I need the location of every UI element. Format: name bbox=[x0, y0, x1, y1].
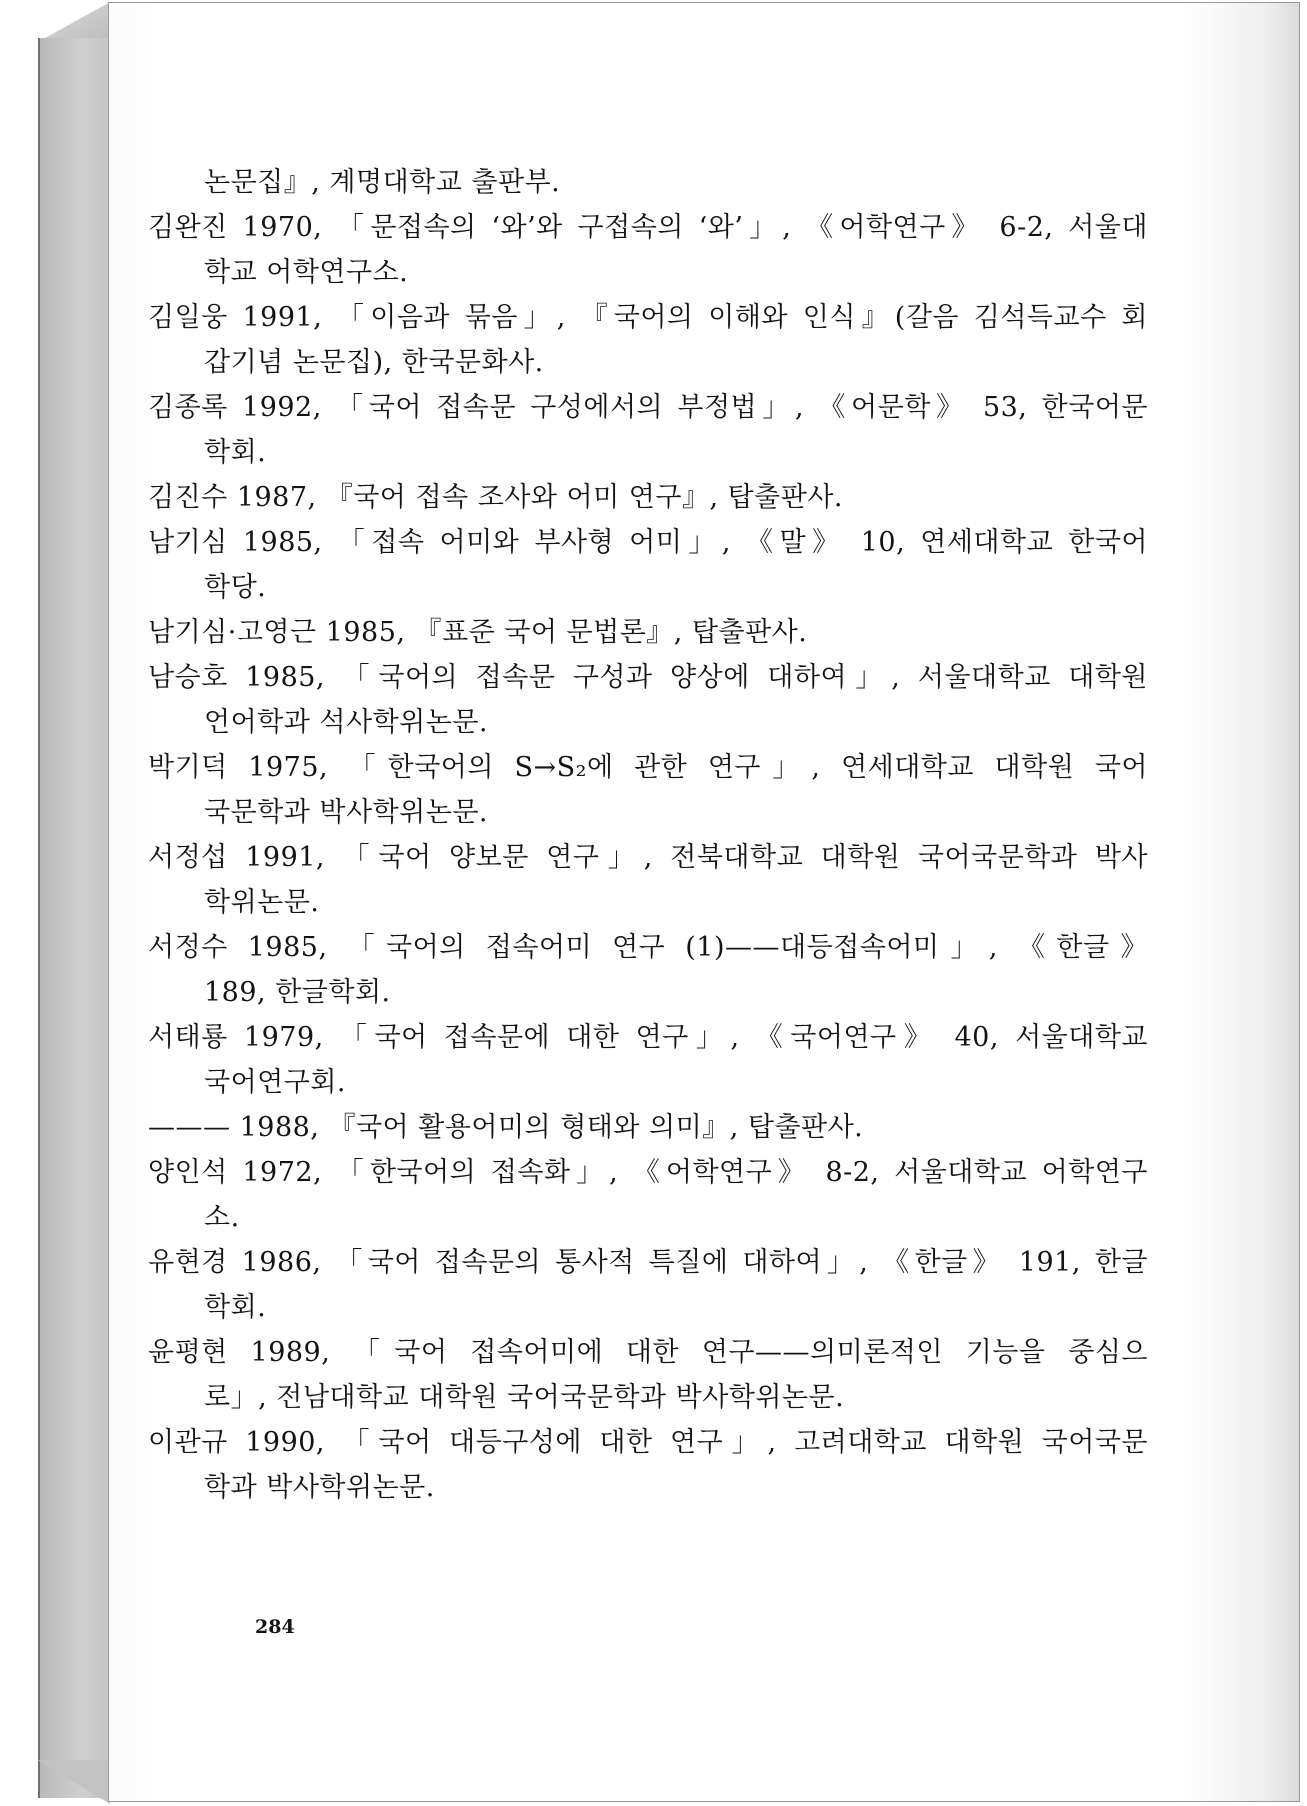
entry-continuation-line: 언어학과 석사학위논문. bbox=[204, 707, 488, 738]
entry-continuation-line: 학과 박사학위논문. bbox=[204, 1472, 435, 1503]
bibliography-entry bbox=[148, 1015, 1148, 1105]
bibliography-entry bbox=[148, 1240, 1148, 1330]
entry-continuation-line: 학회. bbox=[204, 437, 267, 468]
entry-continuation-line: 소. bbox=[204, 1202, 240, 1233]
bibliography-entry bbox=[148, 385, 1148, 475]
entry-continuation-line: 국어연구회. bbox=[204, 1067, 346, 1098]
book-spine-top bbox=[38, 2, 110, 42]
entry-continuation-line: 국문학과 박사학위논문. bbox=[204, 797, 488, 828]
bibliography-entry bbox=[148, 205, 1148, 295]
bibliography-entry bbox=[148, 610, 1148, 655]
bibliography-entry bbox=[148, 835, 1148, 925]
entry-continuation-line: 로」, 전남대학교 대학원 국어국문학과 박사학위논문. bbox=[204, 1382, 845, 1413]
entry-first-line: 이관규 1990, 「국어 대등구성에 대한 연구」, 고려대학교 대학원 국어국문 bbox=[148, 1427, 1148, 1458]
bibliography-entry bbox=[148, 475, 1148, 520]
bibliography-entry bbox=[148, 1420, 1148, 1510]
bibliography-entry bbox=[148, 1105, 1148, 1150]
entry-first-line: 남승호 1985, 「국어의 접속문 구성과 양상에 대하여」, 서울대학교 대학원 bbox=[148, 662, 1148, 693]
entry-first-line: 유현경 1986, 「국어 접속문의 통사적 특질에 대하여」, 《한글》 191, 한글 bbox=[148, 1247, 1148, 1278]
entry-first-line: 박기덕 1975, 「한국어의 S→S₂에 관한 연구」, 연세대학교 대학원 국어 bbox=[148, 752, 1148, 783]
entry-first-line: 김종록 1992, 「국어 접속문 구성에서의 부정법」, 《어문학》 53, 한국어문 bbox=[148, 392, 1148, 423]
entry-continuation-line: 학위논문. bbox=[204, 887, 320, 918]
bibliography-list bbox=[148, 160, 1148, 1510]
page-number: 284 bbox=[255, 1616, 295, 1638]
entry-continuation-line: 학당. bbox=[204, 572, 267, 603]
entry-first-line: 서태룡 1979, 「국어 접속문에 대한 연구」, 《국어연구》 40, 서울대학교 bbox=[148, 1022, 1148, 1053]
entry-first-line: 윤평현 1989, 「국어 접속어미에 대한 연구——의미론적인 기능을 중심으 bbox=[148, 1337, 1148, 1368]
entry-continuation-line: 189, 한글학회. bbox=[204, 977, 391, 1008]
entry-first-line: ——— 1988, 『국어 활용어미의 형태와 의미』, 탑출판사. bbox=[148, 1112, 864, 1143]
entry-first-line: 남기심 1985, 「접속 어미와 부사형 어미」, 《말》 10, 연세대학교 한국어 bbox=[148, 527, 1148, 558]
entry-first-line: 김일웅 1991, 「이음과 묶음」, 『국어의 이해와 인식』(갈음 김석득교수 회 bbox=[148, 302, 1148, 333]
book-spine bbox=[38, 38, 110, 1798]
entry-continuation-line: 학교 어학연구소. bbox=[204, 257, 409, 288]
entry-first-line: 서정섭 1991, 「국어 양보문 연구」, 전북대학교 대학원 국어국문학과 박사 bbox=[148, 842, 1148, 873]
bibliography-entry bbox=[148, 295, 1148, 385]
bibliography-entry bbox=[148, 1330, 1148, 1420]
entry-first-line: 남기심·고영근 1985, 『표준 국어 문법론』, 탑출판사. bbox=[148, 617, 808, 648]
entry-continuation-line: 학회. bbox=[204, 1292, 267, 1323]
entry-continuation-line: 논문집』, 계명대학교 출판부. bbox=[204, 167, 561, 198]
entry-first-line: 김진수 1987, 『국어 접속 조사와 어미 연구』, 탑출판사. bbox=[148, 482, 844, 513]
entry-first-line: 김완진 1970, 「문접속의 ‘와’와 구접속의 ‘와’」, 《어학연구》 6-2, 서울대 bbox=[148, 212, 1148, 243]
entry-first-line: 서정수 1985, 「국어의 접속어미 연구 (1)——대등접속어미」, 《한글》 bbox=[148, 932, 1148, 963]
bibliography-entry bbox=[148, 520, 1148, 610]
entry-first-line: 양인석 1972, 「한국어의 접속화」, 《어학연구》 8-2, 서울대학교 어학연구 bbox=[148, 1157, 1148, 1188]
bibliography-entry bbox=[148, 160, 1148, 205]
bibliography-entry bbox=[148, 745, 1148, 835]
bibliography-entry bbox=[148, 1150, 1148, 1240]
bibliography-entry bbox=[148, 925, 1148, 1015]
bibliography-entry bbox=[148, 655, 1148, 745]
entry-continuation-line: 갑기념 논문집), 한국문화사. bbox=[204, 347, 544, 378]
